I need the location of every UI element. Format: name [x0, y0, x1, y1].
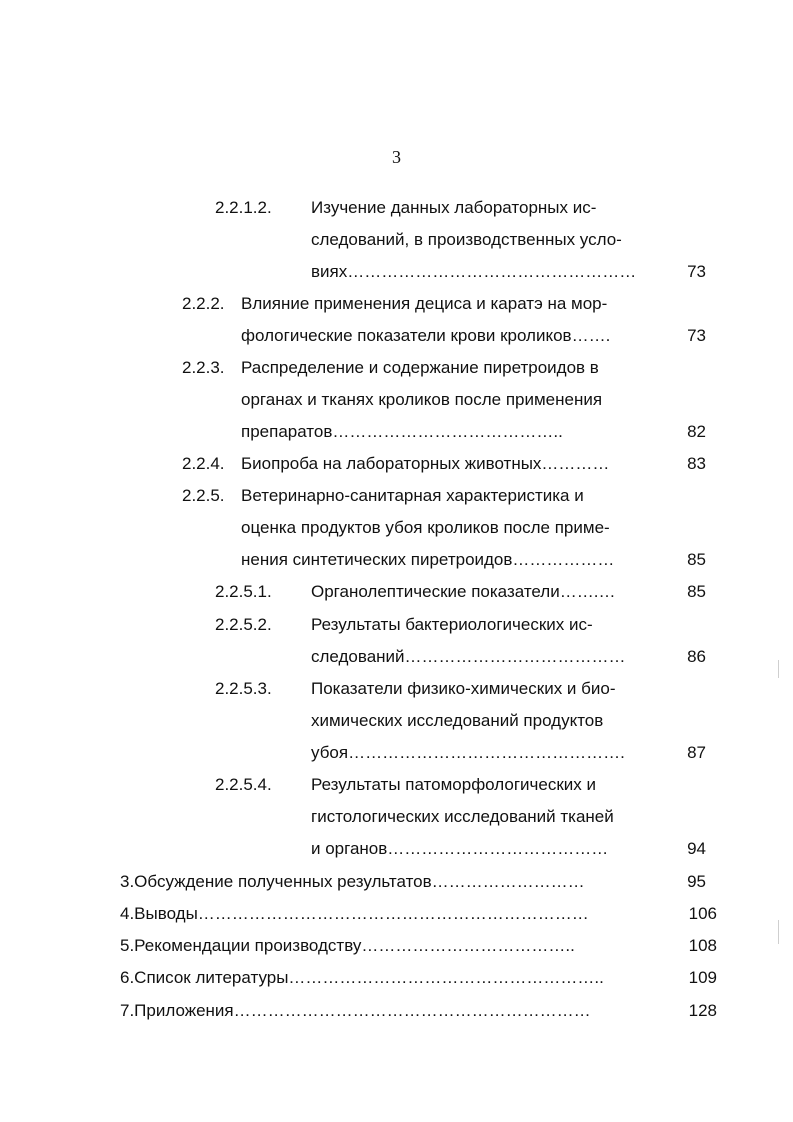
toc-entry-text: Изучение данных лабораторных ис- — [311, 198, 597, 217]
toc-entry-page: 86 — [687, 647, 706, 666]
toc-entry-text: химических исследований продуктов — [311, 711, 604, 730]
toc-entry-number: 2.2.5.2. — [215, 615, 272, 634]
toc-entry-number: 2.2.5. — [182, 486, 225, 505]
toc-entry-text: Влияние применения дециса и каратэ на мор- — [241, 294, 608, 313]
toc-entry-text: Биопроба на лабораторных животных………… — [241, 454, 610, 473]
toc-entry-number: 2.2.5.4. — [215, 775, 272, 794]
toc-entry-number: 2.2.5.3. — [215, 679, 272, 698]
toc-entry-text: нения синтетических пиретроидов……………… — [241, 550, 615, 569]
toc-entry-page: 87 — [687, 743, 706, 762]
toc-entry-text: следований………………………………… — [311, 647, 626, 666]
toc-entry-text: препаратов………………………………….. — [241, 422, 563, 441]
page-number: 3 — [392, 147, 401, 167]
toc-entry-text: Органолептические показатели…….… — [311, 582, 616, 601]
toc-entry-page: 128 — [688, 1001, 717, 1020]
toc-entry-text: виях…………………………………………… — [311, 262, 637, 281]
toc-entry-page: 106 — [688, 904, 717, 923]
toc-entry-page: 73 — [687, 326, 706, 345]
toc-entry-number: 2.2.2. — [182, 294, 225, 313]
toc-entry-text: гистологических исследований тканей — [311, 807, 614, 826]
toc-entry-text: 3.Обсуждение полученных результатов……………………… — [120, 872, 585, 891]
toc-entry-number: 2.2.1.2. — [215, 198, 272, 217]
toc-entry-number: 2.2.5.1. — [215, 582, 272, 601]
scan-artifact — [778, 920, 779, 944]
toc-entry-number: 2.2.3. — [182, 358, 225, 377]
scan-artifact — [778, 660, 779, 678]
toc-entry-text: убоя…………………………………………. — [311, 743, 625, 762]
toc-entry-text: Результаты бактериологических ис- — [311, 615, 593, 634]
toc-entry-text: Распределение и содержание пиретроидов в — [241, 358, 599, 377]
toc-entry-text: Результаты патоморфологических и — [311, 775, 596, 794]
toc-entry-text: 6.Список литературы……………………………………………….. — [120, 968, 604, 987]
toc-entry-page: 108 — [688, 936, 717, 955]
toc-entry-text: фологические показатели крови кроликов……. — [241, 326, 611, 345]
toc-entry-text: следований, в производственных усло- — [311, 230, 622, 249]
toc-entry-page: 85 — [687, 582, 706, 601]
toc-entry-text: органах и тканях кроликов после применения — [241, 390, 603, 409]
toc-entry-page: 109 — [688, 968, 717, 987]
toc-entry-page: 83 — [687, 454, 706, 473]
toc-entry-page: 73 — [687, 262, 706, 281]
toc-entry-page: 95 — [687, 872, 706, 891]
toc-entry-page: 85 — [687, 550, 706, 569]
toc-entry-text: оценка продуктов убоя кроликов после приме- — [241, 518, 610, 537]
toc-entry-text: 7.Приложения……………………………………………………… — [120, 1001, 591, 1020]
toc-entry-text: 4.Выводы…………………………………………………………… — [120, 904, 589, 923]
toc-entry-page: 94 — [687, 839, 706, 858]
toc-entry-text: Показатели физико-химических и био- — [311, 679, 616, 698]
toc-entry-text: 5.Рекомендации производству……………………………….. — [120, 936, 575, 955]
toc-entry-text: и органов………………………………… — [311, 839, 609, 858]
toc-entry-number: 2.2.4. — [182, 454, 225, 473]
toc-entry-page: 82 — [687, 422, 706, 441]
toc-entry-text: Ветеринарно-санитарная характеристика и — [241, 486, 584, 505]
